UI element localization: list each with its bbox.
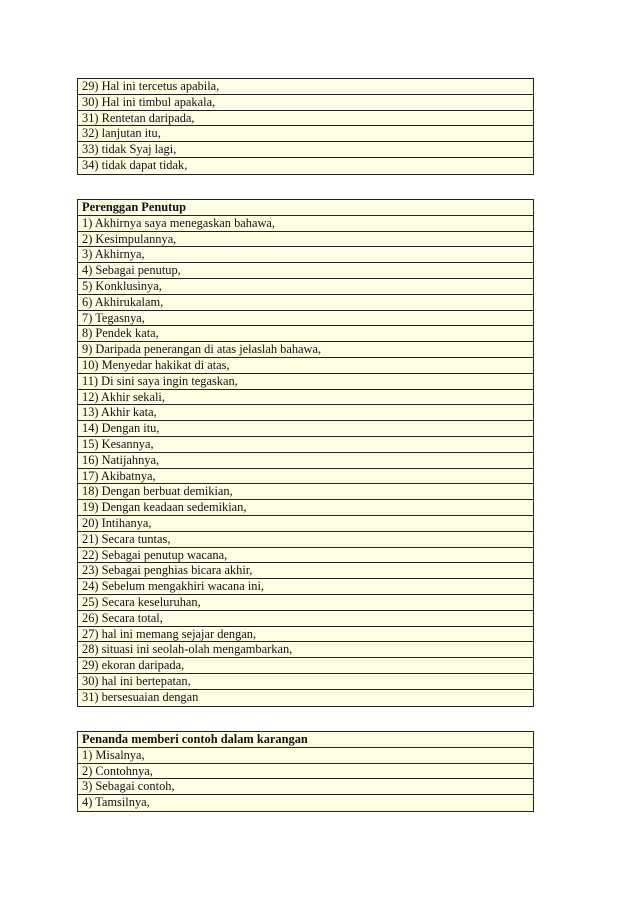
table-row: 1) Akhirnya saya menegaskan bahawa, — [78, 216, 533, 232]
closing-paragraph-table — [77, 199, 534, 707]
table-row: 12) Akhir sekali, — [78, 390, 533, 406]
table-row: 18) Dengan berbuat demikian, — [78, 484, 533, 500]
table-row: 29) Hal ini tercetus apabila, — [78, 79, 533, 95]
table-row: 33) tidak Syaj lagi, — [78, 142, 533, 158]
table-row: 30) hal ini bertepatan, — [78, 674, 533, 690]
table-row: 3) Akhirnya, — [78, 247, 533, 263]
table-header: Perenggan Penutup — [78, 200, 533, 216]
table-row: 13) Akhir kata, — [78, 405, 533, 421]
table-row: 21) Secara tuntas, — [78, 532, 533, 548]
table-row: 28) situasi ini seolah-olah mengambarkan, — [78, 642, 533, 658]
table-row: 9) Daripada penerangan di atas jelaslah bahawa, — [78, 342, 533, 358]
table-row: 32) lanjutan itu, — [78, 126, 533, 142]
table-row: 10) Menyedar hakikat di atas, — [78, 358, 533, 374]
table-row: 4) Sebagai penutup, — [78, 263, 533, 279]
table-row: 2) Contohnya, — [78, 764, 533, 780]
table-row: 15) Kesannya, — [78, 437, 533, 453]
table-row: 34) tidak dapat tidak, — [78, 158, 533, 174]
table-row: 4) Tamsilnya, — [78, 795, 533, 811]
table-row: 20) Intihanya, — [78, 516, 533, 532]
table-row: 23) Sebagai penghias bicara akhir, — [78, 563, 533, 579]
example-markers-table — [77, 731, 534, 812]
table-row: 6) Akhirukalam, — [78, 295, 533, 311]
table-row: 16) Natijahnya, — [78, 453, 533, 469]
table-row: 24) Sebelum mengakhiri wacana ini, — [78, 579, 533, 595]
table-row: 7) Tegasnya, — [78, 311, 533, 327]
table-row: 26) Secara total, — [78, 611, 533, 627]
table-row: 31) bersesuaian dengan — [78, 690, 533, 706]
table-row: 1) Misalnya, — [78, 748, 533, 764]
table-row: 11) Di sini saya ingin tegaskan, — [78, 374, 533, 390]
table-row: 27) hal ini memang sejajar dengan, — [78, 627, 533, 643]
table-row: 31) Rentetan daripada, — [78, 111, 533, 127]
connectors-table-continued — [77, 78, 534, 175]
table-row: 29) ekoran daripada, — [78, 658, 533, 674]
table-row: 3) Sebagai contoh, — [78, 779, 533, 795]
table-row: 2) Kesimpulannya, — [78, 232, 533, 248]
table-row: 14) Dengan itu, — [78, 421, 533, 437]
table-row: 8) Pendek kata, — [78, 326, 533, 342]
table-row: 19) Dengan keadaan sedemikian, — [78, 500, 533, 516]
table-row: 5) Konklusinya, — [78, 279, 533, 295]
table-row: 25) Secara keseluruhan, — [78, 595, 533, 611]
table-row: 17) Akibatnya, — [78, 469, 533, 485]
table-row: 22) Sebagai penutup wacana, — [78, 548, 533, 564]
table-row: 30) Hal ini timbul apakala, — [78, 95, 533, 111]
table-header: Penanda memberi contoh dalam karangan — [78, 732, 533, 748]
